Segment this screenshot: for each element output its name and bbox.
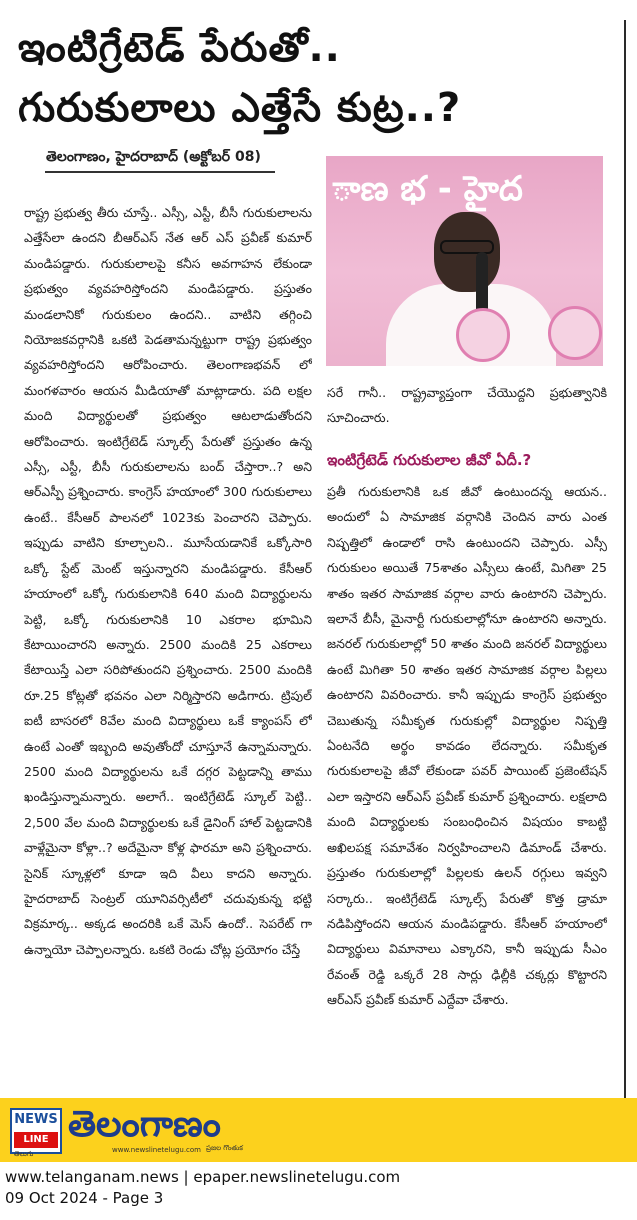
photo-banner-text: ాణ భ - హైద [332, 169, 523, 209]
headline-line-1: ఇంటిగ్రేటెడ్ పేరుతో.. [18, 25, 341, 71]
dateline-underline [45, 171, 275, 173]
logo-telugu-text: తెలుగు [14, 1150, 34, 1158]
brand-name: తెలంగాణం [68, 1104, 221, 1145]
photo-badge-right [548, 306, 602, 360]
logo-news-text: NEWS [14, 1112, 58, 1127]
photo-speaker-glasses [440, 240, 494, 254]
footer-brand-band [0, 1098, 637, 1162]
brand-url: www.newslinetelugu.com [112, 1146, 201, 1154]
dateline: తెలంగాణం, హైదరాబాద్ (అక్టోబర్ 08) [46, 149, 261, 165]
newsline-logo [10, 1108, 62, 1154]
article-paragraph-left: రాష్ట్ర ప్రభుత్వ తీరు చూస్తే.. ఎస్సీ, ఎస్టీ, బీసీ గురుకులాలను ఎత్తేసేలా ఉందని బీఆర్ఎస్ నేత ఆర్ ఎస్ ప్రవీణ్ కుమార్ మండిపడ్డారు. గురుకులాలపై కనీస అవగాహన లేకుండా ప్రభుత్వం వ్యవహరిస్తోందని మండిపడ్డారు. ప్రస్తుతం మండలానికో గురుకులం ఉందని.. వాటిని తగ్గించి నియోజకవర్గానికి ఒకటి పెడతామన్నట్టుగా రాష్ట్ర ప్రభుత్వం వ్యవహరిస్తోందని ఆరోపించారు. తెలంగాణభవన్ లో మంగళవారం ఆయన మీడియాతో మాట్లాడారు. పది లక్షల మంది విద్యార్థులతో ప్రభుత్వం ఆటలాడుతోందని ఆరోపించారు. ఇంటిగ్రేటెడ్ స్కూల్స్ పేరుతో ప్రస్తుతం ఉన్న ఎస్సీ, ఎస్టీ, బీసీ గురుకులాలను బంద్ చేస్తారా..? అని ఆర్ఎస్పీ ప్రశ్నించారు. కాంగ్రెస్ హయాంలో 300 గురుకులాలు ఉంటే.. కేసీఆర్ పాలనలో 1023కు పెంచారని చెప్పారు. ఇప్పుడు వాటిని కూల్చాలని.. మూసేయడానికే ఒక్కోసారి ఒక్కో స్టేట్ మెంట్ ఇస్తున్నారని మండిపడ్డారు. కేసీఆర్ హయాంలో ఒక్కో గురుకులానికి 640 మంది విద్యార్థులను పెట్టి, ఒక్కో గురుకులానికి 10 ఎకరాల భూమిని కేటాయించారని అన్నారు. 2500 మందికి 25 ఎకరాలు కేటాయిస్తే ఎలా సరిపోతుందని ప్రశ్నించారు. 2500 మందికి రూ.25 కోట్లతో భవనం ఎలా నిర్మిస్తారని అడిగారు. ట్రిపుల్ ఐటీ బాసరలో 8వేల మంది విద్యార్థులు ఒకే క్యాంపస్ లో ఉంటే ఎంతో ఇబ్బంది అవుతోందో చూస్తూనే ఉన్నామన్నారు. 2500 మంది విద్యార్థులను ఒకే దగ్గర పెట్టడాన్ని తాము ఖండిస్తున్నామన్నారు. అలాగే.. ఇంటిగ్రేటెడ్ స్కూల్ పెట్టి.. 2,500 వేల మంది విద్యార్థులకు ఒకే డైనింగ్ హాల్ పెట్టడానికి వాళ్లేమైనా కోళ్లా..? అదేమైనా కోళ్ల ఫారమా అని ప్రశ్నించారు. సైనిక్ స్కూళ్లలో కూడా ఇది వీలు కాదని అన్నారు. హైదరాబాద్ సెంట్రల్ యూనివర్సిటీలో చదువుకున్న భట్టి విక్రమార్క.. అక్కడ అందరికి ఒకే మెస్ ఉందో.. సెపరేట్ గా ఉన్నాయో చెప్పాలన్నారు. ఒకటి రెండు చోట్ల ప్రయోగం చేస్తే [24, 205, 312, 957]
article-column-right-top [327, 380, 607, 431]
footer-links[interactable]: www.telanganam.news | epaper.newslinetelugu.com [5, 1168, 401, 1186]
article-subheading: ఇంటిగ్రేటెడ్ గురుకులాల జీవో ఏదీ.? [327, 451, 532, 469]
brand-tagline: ప్రజల గొంతుక [206, 1144, 243, 1152]
headline-line-2: గురుకులాలు ఎత్తేసే కుట్ర..? [18, 85, 462, 131]
person-speaking-photo [326, 156, 603, 366]
article-paragraph-right-top: సరే గానీ.. రాష్ట్రవ్యాప్తంగా చేయొద్దని ప్రభుత్వానికి సూచించారు. [327, 385, 607, 426]
footer-date-page: 09 Oct 2024 - Page 3 [5, 1189, 164, 1207]
logo-line-text: LINE [14, 1132, 58, 1148]
epaper-footer [0, 1098, 637, 1220]
page-edge-rule [624, 20, 626, 1098]
article-paragraph-right: ప్రతీ గురుకులానికి ఒక జీవో ఉంటుందన్న ఆయన.. అందులో ఏ సామాజిక వర్గానికి చెందిన వారు ఎంత నిష్పత్తిలో ఉండాలో రాసి ఉంటుందని చెప్పారు. ఎస్సీ గురుకులం అయితే 75శాతం ఎస్సీలు ఉంటే, మిగితా 25 శాతం ఇతర సామాజిక వర్గాల వారు ఉంటారని చెప్పారు. ఇలానే బీసీ, మైనార్టీ గురుకులాల్లోనూ ఉంటారని అన్నారు. జనరల్ గురుకులాల్లో 50 శాతం మంది జనరల్ విద్యార్థులు ఉంటే మిగితా 50 శాతం ఇతర సామాజిక వర్గాల పిల్లలు ఉంటారని వివరించారు. కానీ ఇప్పుడు కాంగ్రెస్ ప్రభుత్వం చెబుతున్న సమీకృత గురుకుల్లో విద్యార్థుల నిష్పత్తి ఏంటనేది అర్థం కావడం లేదన్నారు. సమీకృత గురుకులాలపై జీవో లేకుండా పవర్ పాయింట్ ప్రజెంటేషన్ ఎలా ఇస్తారని ఆర్ఎస్ ప్రవీణ్ కుమార్ ప్రశ్నించారు. లక్షలాది మంది విద్యార్థులకు సంబంధించిన విషయం కాబట్టి అఖిలపక్ష సమావేశం నిర్వహించాలని డిమాండ్ చేశారు. ప్రస్తుతం గురుకులాల్లో పిల్లలకు ఉలన్ రగ్గులు ఇవ్వని సర్కారు.. ఇంటిగ్రేటెడ్ స్కూల్స్ పేరుతో కొత్త డ్రామా నడిపిస్తోందని ఆయన మండిపడ్డారు. కేసీఆర్ హయాంలో విద్యార్థులు విమానాలు ఎక్కారని, కానీ ఇప్పుడు సీఎం రేవంత్ రెడ్డి ఒక్కరే 28 సార్లు ఢిల్లీకి చక్కర్లు కొట్టారని ఆర్ఎస్ ప్రవీణ్ కుమార్ ఎద్దేవా చేశారు. [327, 484, 607, 1008]
article-column-right [327, 479, 607, 1091]
article-column-left [24, 200, 312, 1090]
photo-badge-left [456, 308, 510, 362]
